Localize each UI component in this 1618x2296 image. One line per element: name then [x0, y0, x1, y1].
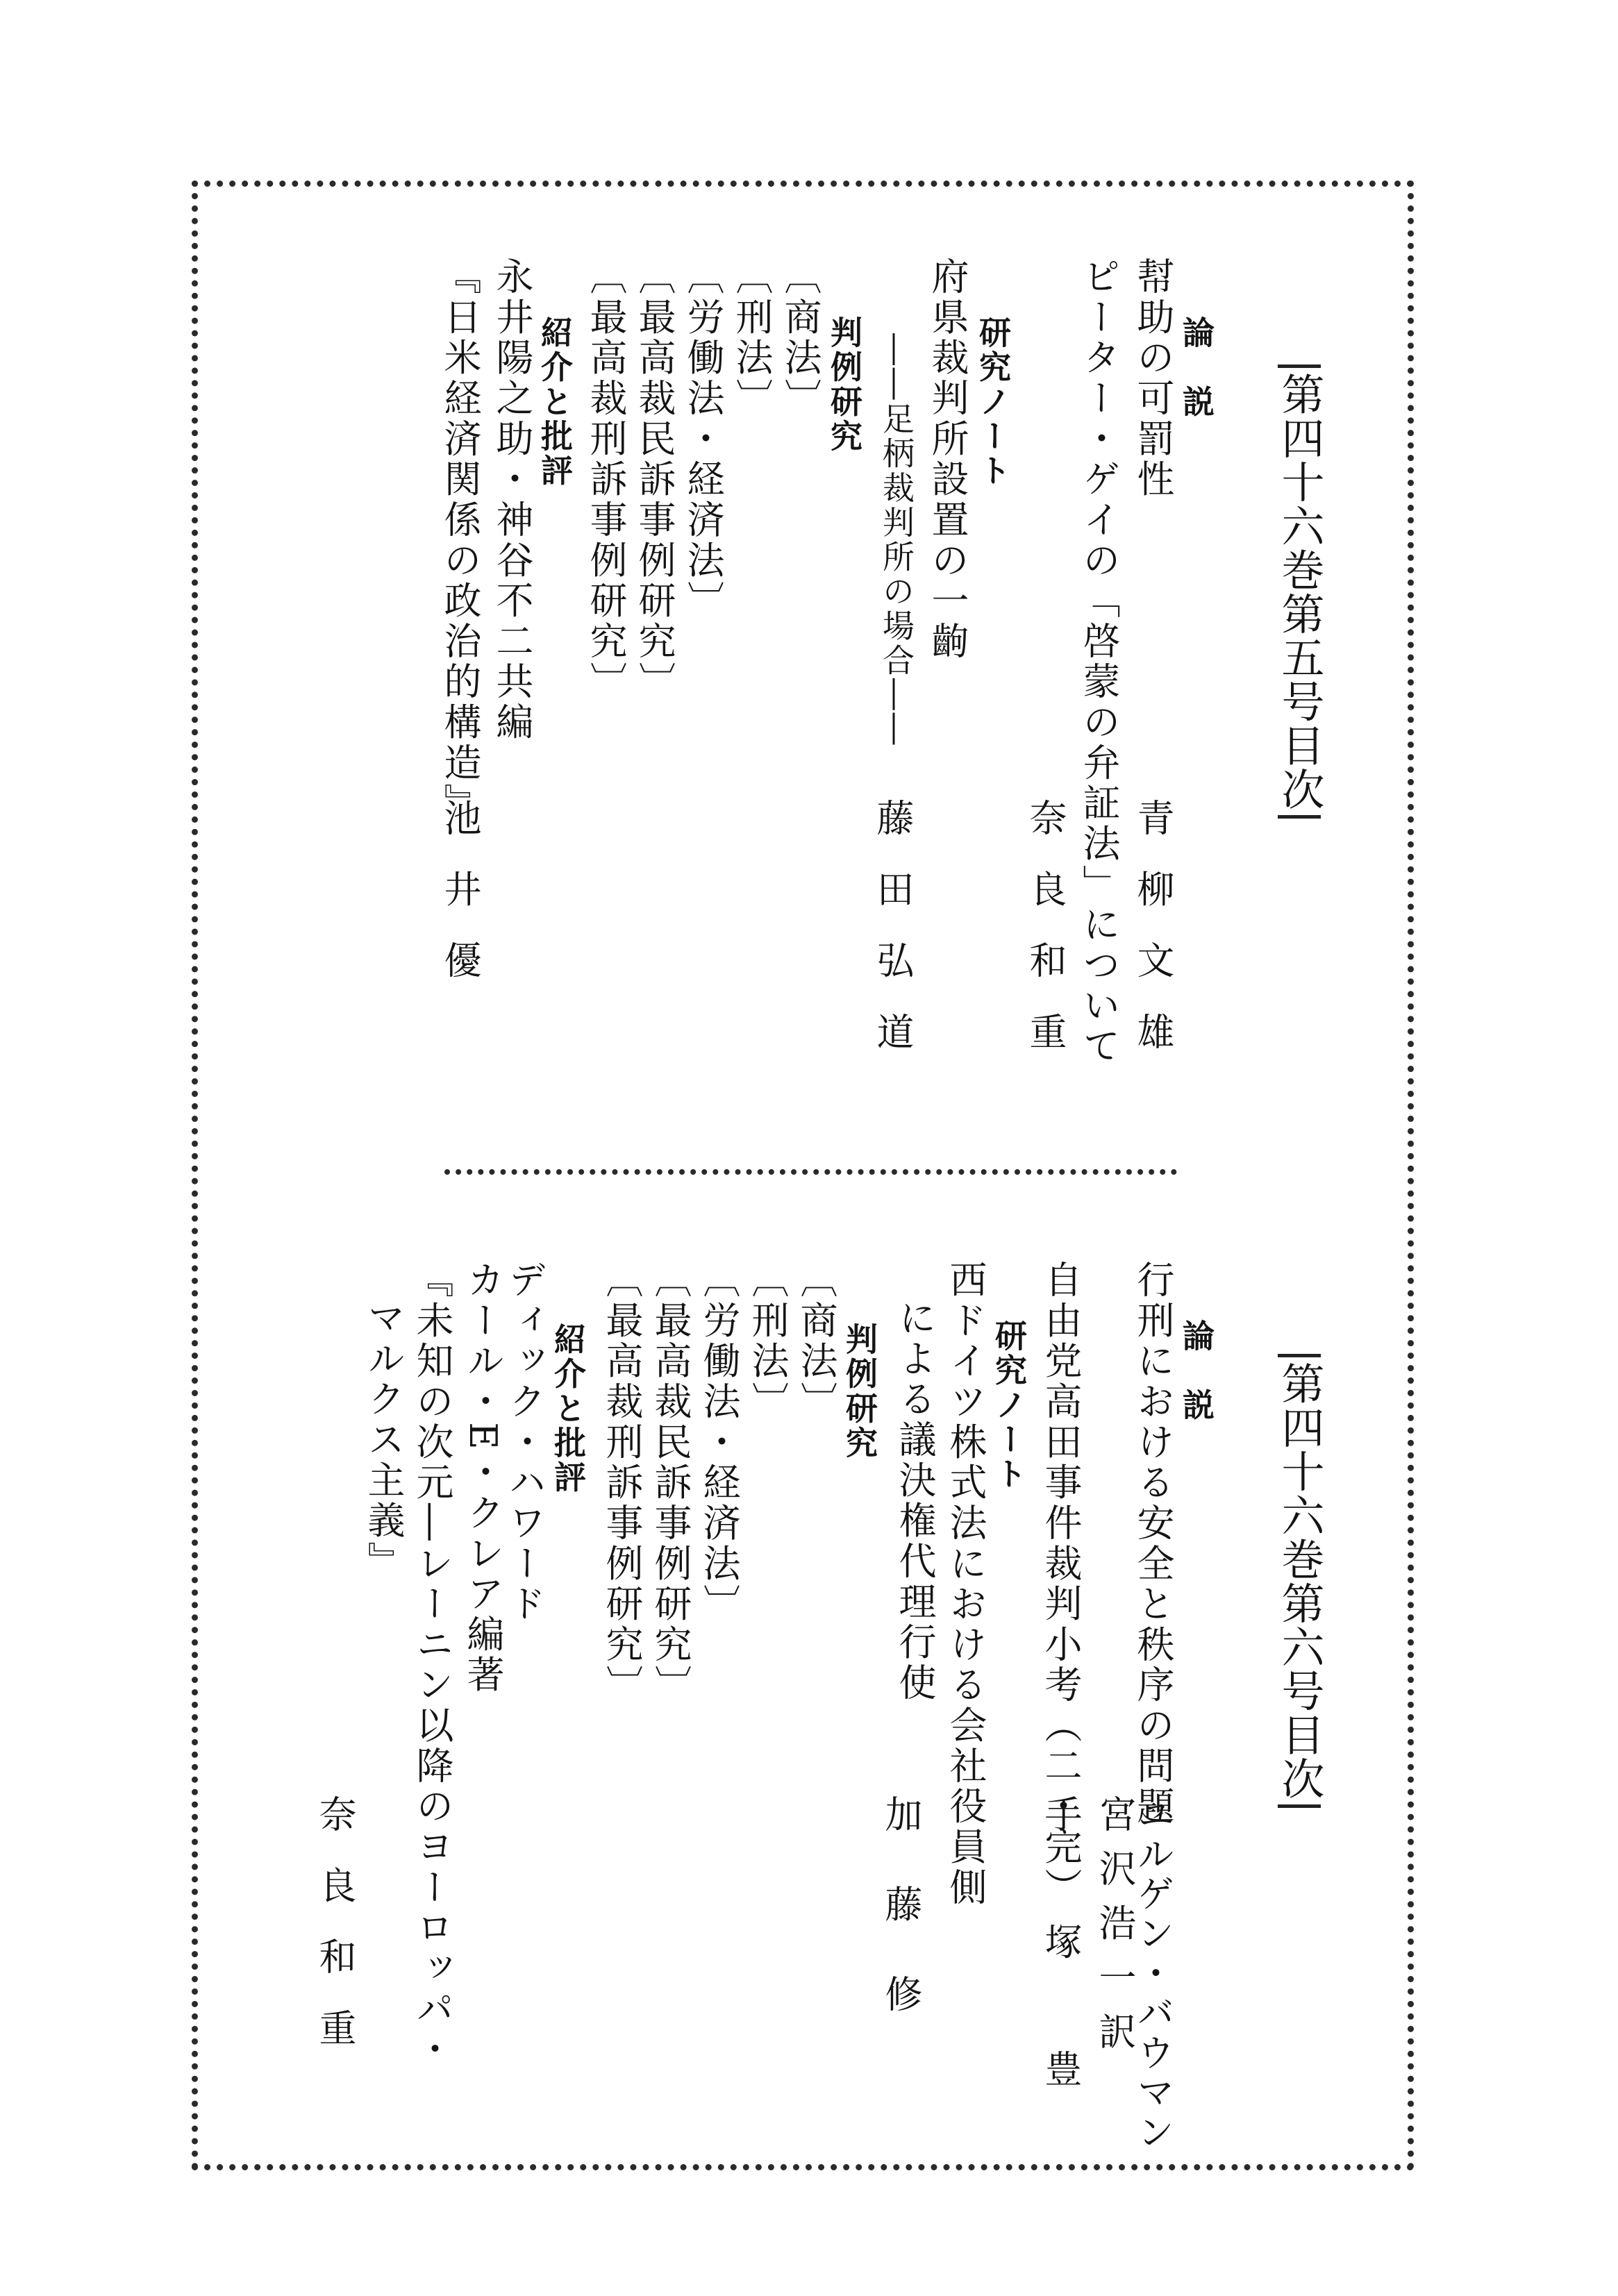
page-border [192, 181, 1414, 2170]
note-author: 加藤修 [879, 1795, 923, 2065]
article-author: 青柳文雄 [1131, 798, 1175, 1084]
issue-title: 第四十六巻第六号目次 [1278, 1354, 1321, 1808]
article-title: ピーター・ゲイの「啓蒙の弁証法」について [1077, 257, 1121, 1067]
note-title: 府県裁判所設置の一齣 [926, 257, 969, 662]
article-author-line2: 宮沢浩一訳 [1093, 1795, 1137, 2067]
note-title-line2: による議決権代理行使 [893, 1298, 937, 1704]
article-author-line1: ユルゲン・バウマン [1131, 1795, 1175, 2153]
note-subtitle: ――足柄裁判所の場合―― [878, 333, 915, 748]
case-item: 〔最高裁民訴事例研究〕 [649, 1260, 692, 1706]
section-heading-shokai: 紹介と批評 [549, 1323, 587, 1495]
case-item: 〔労働法・経済法〕 [697, 1260, 741, 1625]
note-title-line1: 西ドイツ株式法における会社役員側 [944, 1260, 987, 1909]
review-title: 『日米経済関係の政治的構造』 [438, 257, 482, 824]
section-heading-hanrei: 判例研究 [841, 1323, 878, 1461]
case-item: 〔最高裁刑訴事例研究〕 [600, 1260, 644, 1706]
review-title-line2: マルクス主義』 [362, 1298, 406, 1582]
section-heading-hanrei: 判例研究 [826, 316, 863, 454]
article-author: 手塚豊 [1039, 1795, 1083, 2177]
case-item: 〔商法〕 [794, 1260, 838, 1423]
review-title-line1: 『未知の次元―レーニン以降のヨーロッパ・ [410, 1260, 454, 2070]
case-item: 〔最高裁民訴事例研究〕 [633, 257, 676, 703]
case-item: 〔刑法〕 [746, 1260, 790, 1423]
review-editors: 永井陽之助・神谷不二共編 [490, 257, 534, 743]
case-item: 〔商法〕 [778, 257, 822, 419]
section-heading-kenkyu: 研究ノート [974, 316, 1012, 489]
article-title: 自由党高田事件裁判小考（二・完） [1039, 1260, 1083, 1909]
case-item: 〔労働法・経済法〕 [681, 257, 725, 621]
case-item: 〔最高裁刑訴事例研究〕 [584, 257, 628, 703]
review-author: 奈良和重 [313, 1795, 357, 2080]
issue-title: 第四十六巻第五号目次 [1278, 364, 1321, 819]
article-title: 幇助の可罰性 [1131, 257, 1175, 500]
case-item: 〔刑法〕 [730, 257, 774, 419]
section-heading-shokai: 紹介と批評 [536, 316, 574, 489]
section-heading-ronsetsu: 論 説 [1178, 1319, 1215, 1423]
section-heading-ronsetsu: 論 説 [1178, 316, 1215, 420]
section-divider [444, 1169, 1177, 1175]
article-title: 行刑における安全と秩序の問題 [1131, 1260, 1175, 1827]
section-heading-kenkyu: 研究ノート [990, 1319, 1028, 1492]
review-editors-line1: ディック・ハワード [503, 1260, 547, 1625]
article-author: 奈良和重 [1024, 798, 1067, 1084]
review-author: 池井優 [438, 798, 482, 1012]
review-editors-line2: カール・E・クレア編著 [461, 1260, 505, 1695]
note-author: 藤田弘道 [871, 798, 915, 1084]
